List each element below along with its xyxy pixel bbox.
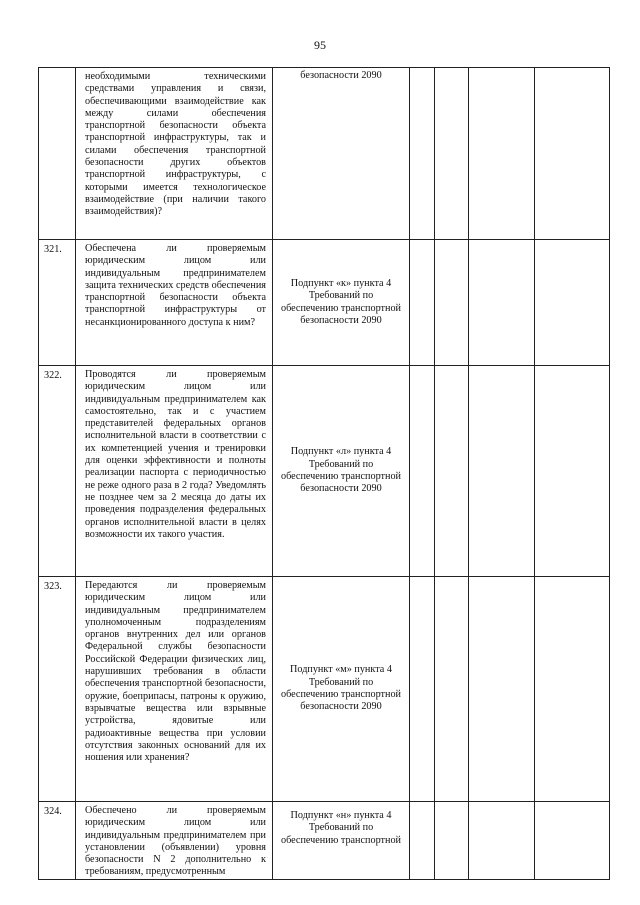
row-number: 321.: [39, 240, 76, 366]
empty-cell: [535, 366, 610, 577]
empty-cell: [410, 366, 435, 577]
empty-cell: [410, 240, 435, 366]
table-row: [39, 240, 610, 366]
empty-cell: [410, 577, 435, 802]
table-row: [39, 366, 610, 577]
empty-cell: [469, 802, 535, 880]
empty-cell: [435, 68, 469, 240]
empty-cell: [469, 240, 535, 366]
row-number: 323.: [39, 577, 76, 802]
question-text: Обеспечена ли проверяемым юридическим лицом или индивидуальным предпринимателем защита технических средств обеспечения транспортной безопасности объекта транспортной инфраструктуры от несанкционированного доступа к ним?: [76, 240, 273, 366]
question-text: Передаются ли проверяемым юридическим лицом или индивидуальным предпринимателем уполномоченным подразделениям органов внутренних дел или органов Федеральной службы безопасности Российской Федерации физических лиц, нарушивших требования в области обеспечения транспортной безопасности, оружие, боеприпасы, патроны к оружию, взрывчатые вещества или взрывные устройства, ядовитые или радиоактивные вещества при условии отсутствия законных оснований для их ношения или хранения?: [76, 577, 273, 802]
empty-cell: [535, 577, 610, 802]
table-row: [39, 802, 610, 880]
table-row: [39, 577, 610, 802]
reference-text: Подпункт «л» пункта 4 Требований по обеспечению транспортной безопасности 2090: [273, 366, 410, 577]
row-number: 322.: [39, 366, 76, 577]
reference-text: Подпункт «к» пункта 4 Требований по обеспечению транспортной безопасности 2090: [273, 240, 410, 366]
empty-cell: [435, 240, 469, 366]
question-text: Обеспечено ли проверяемым юридическим лицом или индивидуальным предпринимателем при установлении (объявлении) уровня безопасности N 2 дополнительно к требованиям, предусмотренным: [76, 802, 273, 880]
row-number: 324.: [39, 802, 76, 880]
question-text: Проводятся ли проверяемым юридическим лицом или индивидуальным предпринимателем как самостоятельно, так и с участием представителей федеральных органов исполнительной власти в соответствии с их компетенцией учения и тренировки для оценки эффективности и полноты реализации паспорта с периодичностью не реже одного раза в 2 года? Уведомлять не позднее чем за 2 месяца до даты их проведения подразделения федеральных органов исполнительной власти в целях возможности их такого участия.: [76, 366, 273, 577]
question-text: необходимыми техническими средствами управления и связи, обеспечивающими взаимодействие как между силами обеспечения транспортной безопасности объекта транспортной инфраструктуры, так и силами обеспечения транспортной безопасности других объектов транспортной инфраструктуры, с которыми имеется технологическое взаимодействие (при наличии такого взаимодействия)?: [76, 68, 273, 240]
row-number: [39, 68, 76, 240]
checklist-table: [38, 67, 610, 880]
empty-cell: [535, 240, 610, 366]
empty-cell: [435, 577, 469, 802]
reference-text: Подпункт «м» пункта 4 Требований по обеспечению транспортной безопасности 2090: [273, 577, 410, 802]
empty-cell: [435, 366, 469, 577]
reference-text: Подпункт «н» пункта 4 Требований по обеспечению транспортной: [273, 802, 410, 880]
empty-cell: [535, 802, 610, 880]
page-number: 95: [314, 38, 326, 52]
empty-cell: [410, 802, 435, 880]
empty-cell: [410, 68, 435, 240]
reference-text: безопасности 2090: [273, 68, 410, 240]
empty-cell: [535, 68, 610, 240]
empty-cell: [469, 577, 535, 802]
table-row: [39, 68, 610, 240]
empty-cell: [469, 68, 535, 240]
empty-cell: [435, 802, 469, 880]
empty-cell: [469, 366, 535, 577]
